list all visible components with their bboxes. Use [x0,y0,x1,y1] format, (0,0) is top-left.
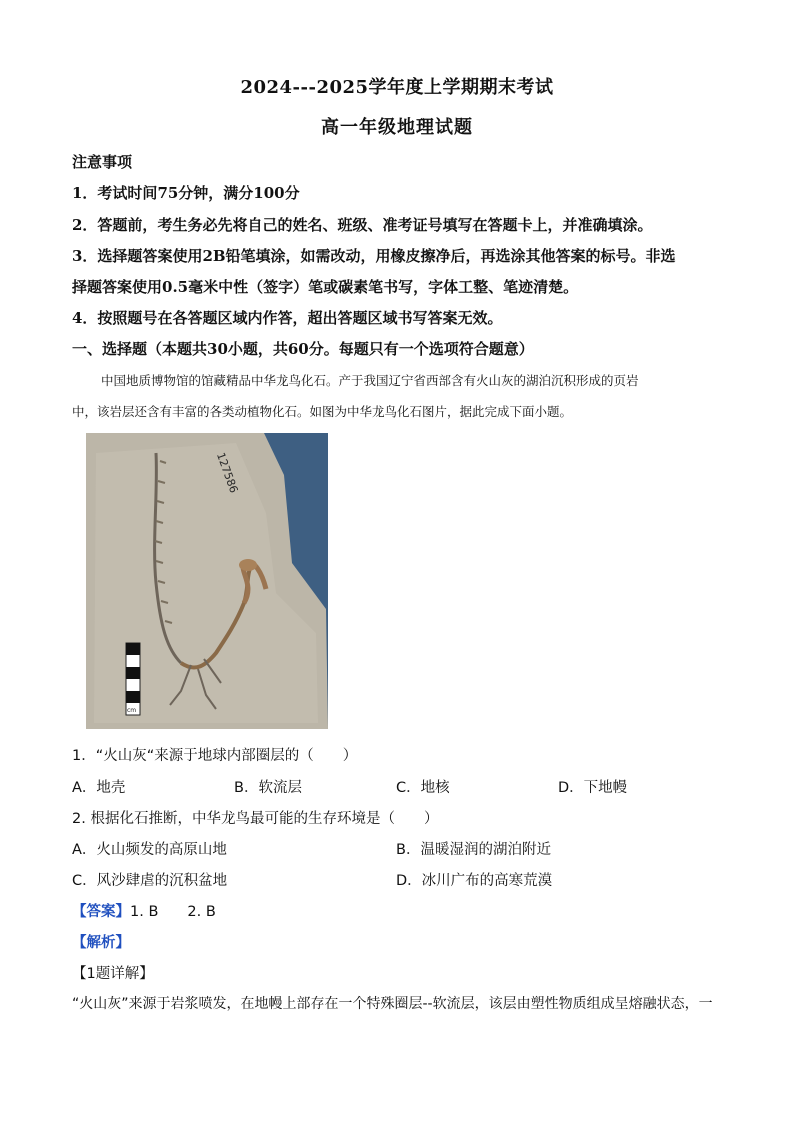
notice-heading: 注意事项 [72,153,133,171]
notice-item-1: 1．考试时间75分钟，满分100分 [72,184,300,202]
fossil-head [239,559,257,571]
section-heading: 一、选择题（本题共30小题，共60分。每题只有一个选项符合题意） [72,340,534,358]
question-1-option-d[interactable]: D．下地幔 [558,780,628,796]
question-2-option-c[interactable]: C．风沙肆虐的沉积盆地 [72,873,228,889]
question-2-stem: 2. 根据化石推断，中华龙鸟最可能的生存环境是（ ） [72,811,439,827]
specimen-number: 127586 [213,450,241,495]
notice-item-4: 4．按照题号在各答题区域内作答，超出答题区域书写答案无效。 [72,309,503,327]
question-2-option-b[interactable]: B．温暖湿润的湖泊附近 [396,842,551,858]
exam-subtitle: 高一年级地理试题 [321,117,473,138]
notice-item-2: 2．答题前，考生务必先将自己的姓名、班级、准考证号填写在答题卡上，并准确填涂。 [72,216,653,234]
scale-segment [126,691,140,703]
question-2-option-d[interactable]: D．冰川广布的高寒荒漠 [396,873,553,889]
question-1-option-c[interactable]: C．地核 [396,780,450,796]
scale-segment [126,643,140,655]
question-1-stem: 1．“火山灰“来源于地球内部圈层的（ ） [72,748,358,764]
notice-item-3: 3．选择题答案使用2B铅笔填涂，如需改动，用橡皮擦净后，再选涂其他答案的标号。非选 [72,247,676,265]
passage-line-1: 中国地质博物馆的馆藏精品中华龙鸟化石。产于我国辽宁省西部含有火山灰的湖泊沉积形成的页岩 [101,373,639,388]
notice-item-3-cont: 择题答案使用0.5毫米中性（签字）笔或碳素笔书写，字体工整、笔迹清楚。 [72,278,579,296]
answer-line [72,900,216,921]
passage-line-2: 中，该岩层还含有丰富的各类动植物化石。如图为中华龙鸟化石图片，据此完成下面小题。 [72,404,573,419]
fossil-image [86,433,328,729]
answer-text: 1. B 2. B [130,904,216,920]
detail-label: 【1题详解】 [72,966,154,982]
question-1-option-a[interactable]: A．地壳 [72,780,126,796]
scale-segment [126,667,140,679]
answer-label: 【答案】 [72,904,130,920]
analysis-line [72,931,130,952]
analysis-label: 【解析】 [72,935,130,951]
question-2-option-a[interactable]: A．火山频发的高原山地 [72,842,227,858]
question-1-option-b[interactable]: B．软流层 [234,780,302,796]
exam-title: 2024---2025学年度上学期期末考试 [240,77,554,98]
analysis-text: “火山灰”来源于岩浆喷发，在地幔上部存在一个特殊圈层--软流层，该层由塑性物质组成呈熔融状态，一 [72,996,713,1012]
scale-unit: cm [127,707,137,714]
